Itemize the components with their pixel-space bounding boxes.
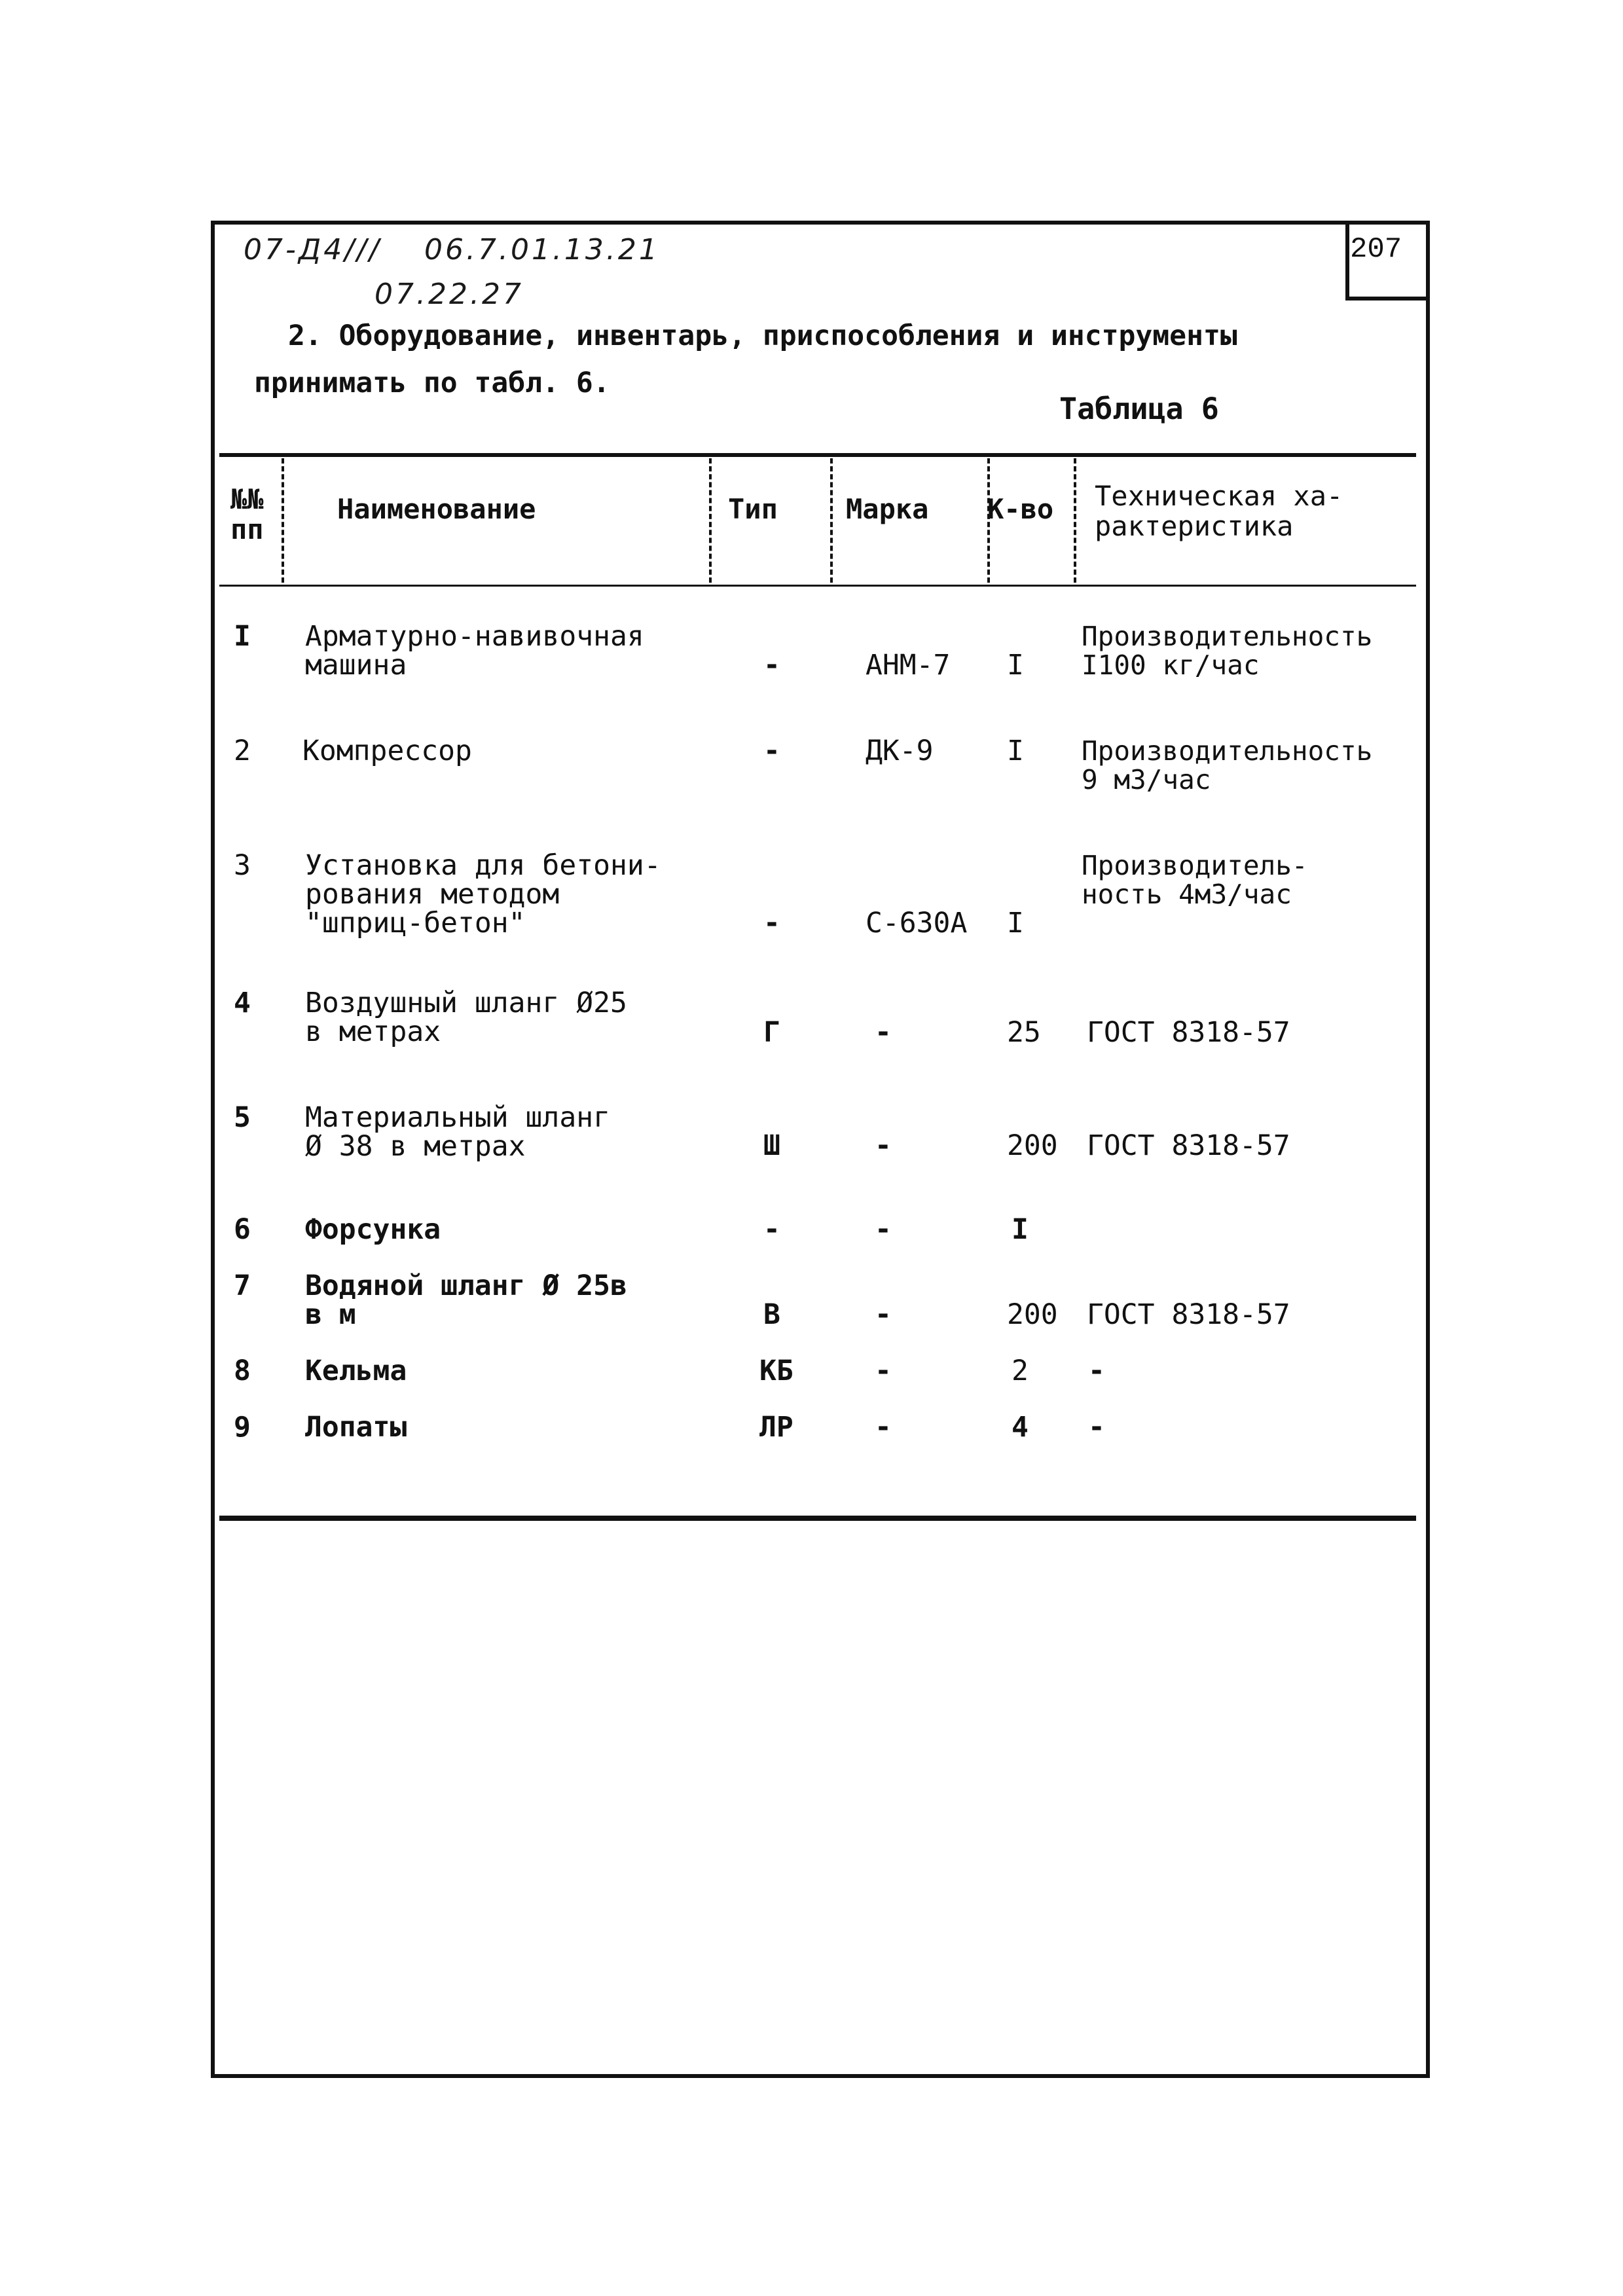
header-name: Наименование xyxy=(337,493,536,525)
row-qty: 200 xyxy=(1007,1129,1058,1162)
row-spec: ГОСТ 8318-57 xyxy=(1087,1298,1290,1331)
row-brand: - xyxy=(875,1411,892,1444)
row-name: Компрессор xyxy=(302,735,472,767)
row-spec: - xyxy=(1088,1411,1105,1444)
header-spec-line-1: Техническая ха- xyxy=(1095,480,1343,512)
row-brand: - xyxy=(875,1129,892,1162)
row-num: 8 xyxy=(234,1355,251,1387)
column-separator xyxy=(1074,458,1076,583)
header-brand: Марка xyxy=(846,493,929,525)
row-brand: С-630А xyxy=(866,907,968,939)
table-bottom-rule xyxy=(219,1516,1416,1521)
header-num-line-2: пп xyxy=(230,513,264,545)
header-num-line-1: №№ xyxy=(230,483,264,515)
table-title: Таблица 6 xyxy=(1059,392,1219,426)
row-brand: ДК-9 xyxy=(866,735,934,767)
row-spec: ГОСТ 8318-57 xyxy=(1087,1016,1290,1049)
paragraph-line-2: принимать по табл. 6. xyxy=(254,367,610,399)
table-top-rule xyxy=(219,453,1416,457)
column-separator xyxy=(282,458,284,583)
column-separator xyxy=(830,458,833,583)
handwritten-code-2: 06.7.01.13.21 xyxy=(424,233,660,266)
row-name: Установка для бетони- рования методом "шприц-бетон" xyxy=(305,849,661,939)
row-qty: 25 xyxy=(1007,1016,1041,1049)
column-separator xyxy=(709,458,712,583)
row-name: Материальный шланг Ø 38 в метрах xyxy=(305,1101,610,1163)
handwritten-code-1: 07-Д4/// xyxy=(244,233,382,266)
row-num: 9 xyxy=(234,1411,251,1444)
row-qty: I xyxy=(1007,907,1024,939)
row-type: КБ xyxy=(759,1355,793,1387)
row-type: - xyxy=(763,735,780,767)
row-name: Арматурно-навивочная машина xyxy=(305,620,644,682)
row-num: 4 xyxy=(234,987,251,1019)
row-name: Водяной шланг Ø 25в в м xyxy=(305,1269,627,1331)
row-num: 3 xyxy=(234,849,251,882)
header-spec xyxy=(1095,481,1343,541)
header-bottom-rule xyxy=(219,585,1416,587)
row-qty: I xyxy=(1007,735,1024,767)
row-qty: 4 xyxy=(1012,1411,1029,1444)
row-spec: ГОСТ 8318-57 xyxy=(1087,1129,1290,1162)
row-brand: - xyxy=(875,1298,892,1331)
row-spec: Производительность I100 кг/час xyxy=(1082,621,1373,681)
row-spec: Производитель- ность 4м3/час xyxy=(1082,850,1308,910)
row-qty: I xyxy=(1007,649,1024,682)
row-type: - xyxy=(763,907,780,939)
handwritten-code-3: 07.22.27 xyxy=(374,278,524,311)
row-num: 5 xyxy=(234,1101,251,1134)
row-name: Кельма xyxy=(305,1355,407,1387)
row-brand: АНМ-7 xyxy=(866,649,951,682)
row-type: В xyxy=(763,1298,780,1331)
row-type: - xyxy=(763,649,780,682)
row-type: - xyxy=(763,1213,780,1246)
header-qty: К-во xyxy=(987,493,1054,525)
row-name: Лопаты xyxy=(305,1411,407,1444)
row-num: 7 xyxy=(234,1269,251,1302)
row-num: 6 xyxy=(234,1213,251,1246)
row-type: Ш xyxy=(763,1129,780,1162)
row-qty: I xyxy=(1012,1213,1029,1246)
row-brand: - xyxy=(875,1213,892,1246)
row-type: ЛР xyxy=(759,1411,793,1444)
row-spec: Производительность 9 м3/час xyxy=(1082,735,1373,795)
row-num: I xyxy=(234,620,251,653)
row-name: Воздушный шланг Ø25 в метрах xyxy=(305,987,627,1048)
row-spec: - xyxy=(1088,1355,1105,1387)
header-type: Тип xyxy=(728,493,778,525)
page-number: 207 xyxy=(1350,233,1402,266)
paragraph-line-1: 2. Оборудование, инвентарь, приспособления и инструменты xyxy=(288,319,1237,352)
row-num: 2 xyxy=(234,735,251,767)
row-name: Форсунка xyxy=(305,1213,441,1246)
header-num xyxy=(230,484,264,545)
row-brand: - xyxy=(875,1016,892,1049)
header-spec-line-2: рактеристика xyxy=(1095,510,1294,542)
row-type: Г xyxy=(763,1016,780,1049)
row-qty: 2 xyxy=(1012,1355,1029,1387)
row-qty: 200 xyxy=(1007,1298,1058,1331)
row-brand: - xyxy=(875,1355,892,1387)
